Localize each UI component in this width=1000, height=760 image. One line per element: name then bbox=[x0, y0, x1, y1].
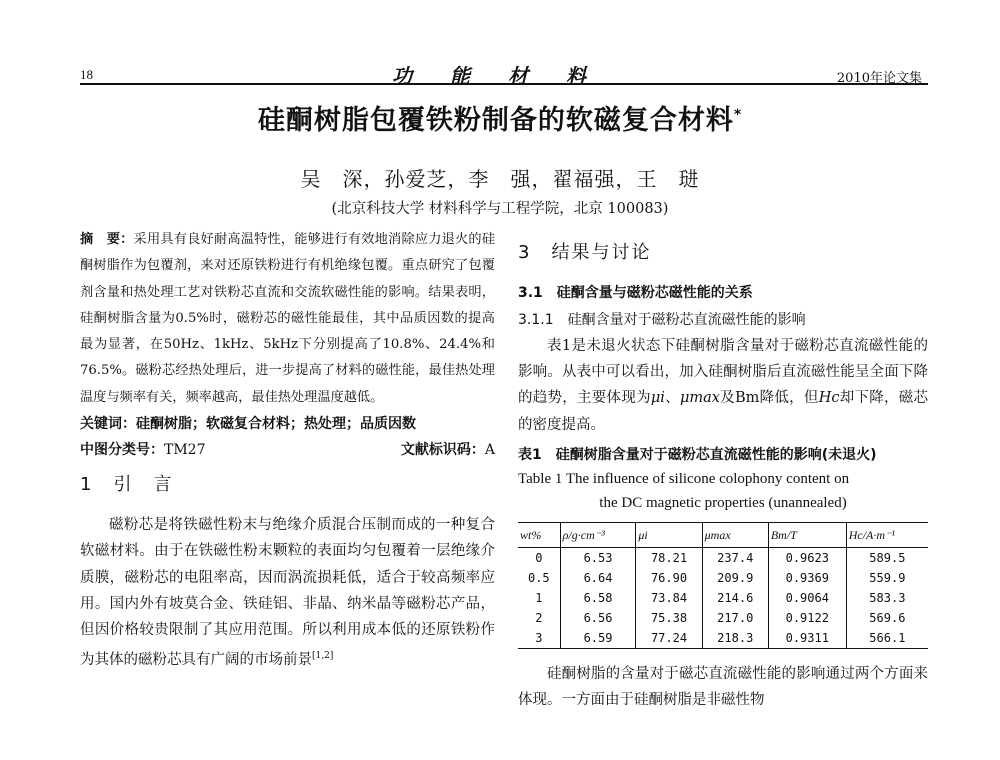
table-header-row bbox=[518, 523, 928, 548]
table-cell: 217.0 bbox=[702, 608, 768, 628]
table-cell: 0.9369 bbox=[768, 568, 846, 588]
after-table-paragraph: 硅酮树脂的含量对于磁芯直流磁性能的影响通过两个方面来体现。一方面由于硅酮树脂是非磁性物 bbox=[518, 666, 928, 709]
authors: 吴 深，孙爱芝，李 强，翟福强，王 琎 bbox=[300, 167, 700, 191]
table-cell: 559.9 bbox=[846, 568, 928, 588]
section3-heading: 3 结果与讨论 bbox=[518, 242, 652, 263]
symbol-mu-max: μmax bbox=[679, 390, 720, 407]
table-caption-en-line1: Table 1 The influence of silicone colophony content on bbox=[518, 471, 850, 488]
page-number: 18 bbox=[80, 67, 93, 82]
doc-code-label: 文献标识码： bbox=[400, 442, 485, 459]
section1-text: 磁粉芯是将铁磁性粉末与绝缘介质混合压制而成的一种复合软磁材料。由于在铁磁性粉末颗粒的表面均匀包覆着一层绝缘介质膜，磁粉芯的电阻率高，因而涡流损耗低，适合于较高频率应用。国内外有坡莫合金、铁硅铝、非晶、纳米晶等磁粉芯产品，但因价格较贵限制了其应用范围。所以利用成本低的还原铁粉作为其体的磁粉芯具有广阔的市场前景 bbox=[80, 516, 495, 669]
table-cell: 583.3 bbox=[846, 588, 928, 608]
word-and: 及 bbox=[719, 390, 735, 407]
table-cell: 75.38 bbox=[636, 608, 702, 628]
table-caption-en-line2: the DC magnetic properties (unannealed) bbox=[599, 495, 847, 512]
table-cell: 566.1 bbox=[846, 628, 928, 649]
table-cell: 6.56 bbox=[560, 608, 636, 628]
symbol-separator: 、 bbox=[664, 390, 680, 407]
table-cell: 78.21 bbox=[636, 548, 702, 569]
keywords bbox=[80, 411, 495, 437]
table-cell: 214.6 bbox=[702, 588, 768, 608]
table-cell: 77.24 bbox=[636, 628, 702, 649]
title-text: 硅酮树脂包覆铁粉制备的软磁复合材料 bbox=[257, 105, 734, 136]
keywords-text: 硅酮树脂；软磁复合材料；热处理；品质因数 bbox=[136, 416, 416, 433]
table-cell: 0.9311 bbox=[768, 628, 846, 649]
classification-line bbox=[80, 437, 495, 463]
table-cell: 73.84 bbox=[636, 588, 702, 608]
abstract bbox=[80, 227, 495, 411]
keywords-label: 关键词： bbox=[80, 416, 136, 433]
table-cell: 6.64 bbox=[560, 568, 636, 588]
table-header-cell: ρ/g·cm⁻³ bbox=[560, 523, 636, 548]
table-cell: 6.53 bbox=[560, 548, 636, 569]
para-text-c: 却下降，磁芯的密度提高。 bbox=[518, 390, 929, 433]
section1-paragraph bbox=[80, 512, 495, 674]
table-cell: 1 bbox=[535, 591, 543, 606]
section1-heading: 1 引 言 bbox=[80, 473, 174, 495]
table-cell: 76.90 bbox=[636, 568, 702, 588]
header-rule bbox=[80, 83, 928, 85]
table-row bbox=[518, 628, 928, 649]
abstract-label: 摘 要： bbox=[80, 232, 134, 247]
symbol-hc: Hc bbox=[818, 390, 840, 407]
right-column bbox=[518, 240, 928, 714]
title-footnote-mark: * bbox=[733, 107, 743, 123]
journal-name: 功能材料 bbox=[392, 64, 624, 88]
data-table bbox=[518, 522, 928, 649]
subsection-3-1-1: 3.1.1 硅酮含量对于磁粉芯直流磁性能的影响 bbox=[518, 311, 806, 328]
classification-label: 中图分类号： bbox=[80, 442, 164, 459]
table-cell: 218.3 bbox=[702, 628, 768, 649]
table-header-cell: μi bbox=[636, 523, 702, 548]
subsection-3-1: 3.1 硅酮含量与磁粉芯磁性能的关系 bbox=[518, 285, 753, 302]
table-cell: 589.5 bbox=[846, 548, 928, 569]
table-row bbox=[518, 588, 928, 608]
table-cell: 6.58 bbox=[560, 588, 636, 608]
issue-label: 2010年论文集 bbox=[836, 71, 922, 86]
affiliation: (北京科技大学 材料科学与工程学院，北京 100083) bbox=[331, 201, 669, 217]
table-row bbox=[518, 608, 928, 628]
section3-paragraph bbox=[518, 333, 928, 438]
para-text-a: 表1是未退火状态下硅酮树脂含量对于磁粉芯直流磁性能的影响。从表中可以看出，加入硅酮树脂后直流磁性能呈全面下降的趋势，主要体现为 bbox=[518, 337, 928, 407]
table-cell: 0.9122 bbox=[768, 608, 846, 628]
table-header-cell: Hc/A·m⁻¹ bbox=[846, 523, 928, 548]
table-header-cell: μmax bbox=[702, 523, 768, 548]
table-header-cell: wt% bbox=[518, 523, 560, 548]
table-cell: 237.4 bbox=[702, 548, 768, 569]
table-cell: 0.9623 bbox=[768, 548, 846, 569]
classification-value: TM27 bbox=[164, 442, 206, 459]
para-text-b: Bm降低，但 bbox=[734, 390, 819, 407]
table-cell: 569.6 bbox=[846, 608, 928, 628]
table-caption-cn: 表1 硅酮树脂含量对于磁粉芯直流磁性能的影响(未退火) bbox=[518, 447, 877, 464]
table-cell: 0.9064 bbox=[768, 588, 846, 608]
table-cell: 209.9 bbox=[702, 568, 768, 588]
table-cell: 0.5 bbox=[527, 571, 550, 586]
table-header-cell: Bm/T bbox=[768, 523, 846, 548]
table-cell: 3 bbox=[518, 628, 560, 649]
left-column bbox=[80, 227, 495, 674]
symbol-mu-i: μi bbox=[650, 390, 665, 407]
doc-code-value: A bbox=[484, 442, 495, 459]
paper-title bbox=[0, 98, 1000, 137]
table-cell: 2 bbox=[535, 611, 543, 626]
table-cell: 6.59 bbox=[560, 628, 636, 649]
section1-citation: [1,2] bbox=[312, 651, 334, 662]
table-cell: 0 bbox=[535, 551, 543, 566]
table-row bbox=[518, 548, 928, 569]
abstract-text: 采用具有良好耐高温特性，能够进行有效地消除应力退火的硅酮树脂作为包覆剂，来对还原铁粉进行有机绝缘包覆。重点研究了包覆剂含量和热处理工艺对铁粉芯直流和交流软磁性能的影响。结果表明，硅酮树脂含量为0.5%时，磁粉芯的磁性能最佳，其中品质因数的提高最为显著，在50Hz、1kHz、5kHz下分别提高了10.8%、24.4%和76.5%。磁粉芯经热处理后，进一步提高了材料的磁性能，最佳热处理温度与频率有关，频率越高，最佳热处理温度越低。 bbox=[80, 232, 496, 405]
table-row bbox=[518, 568, 928, 588]
